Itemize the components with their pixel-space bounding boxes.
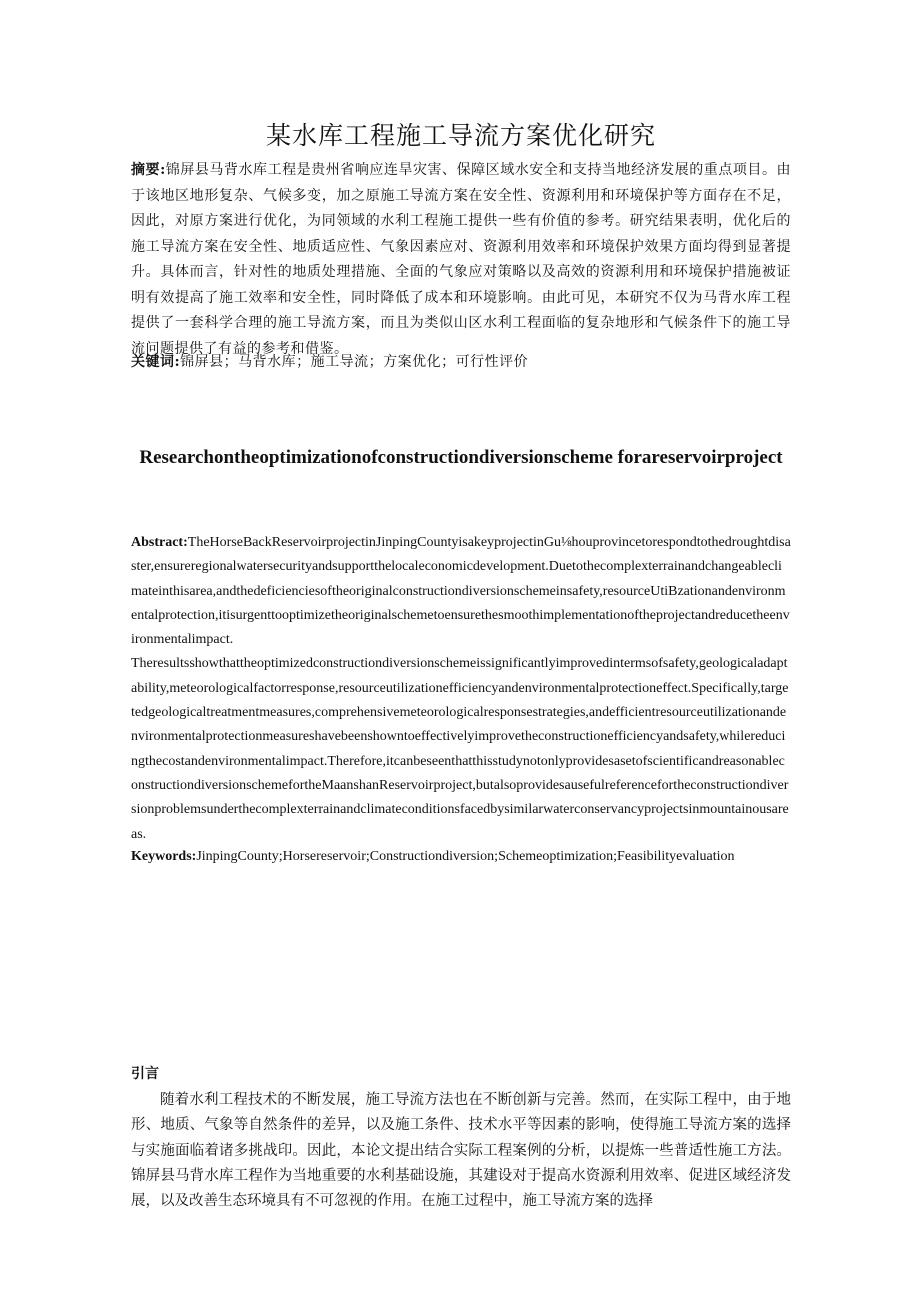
english-abstract: [131, 531, 791, 847]
chinese-abstract: [131, 158, 791, 362]
english-abstract-paragraph: [131, 531, 791, 652]
chinese-abstract-text: 锦屏县马背水库工程是贵州省响应连旱灾害、保障区域水安全和支持当地经济发展的重点项目。由于该地区地形复杂、气候多变，加之原施工导流方案在安全性、资源利用和环境保护等方面存在不足，因此，对原方案进行优化，为同领域的水利工程施工提供一些有价值的参考。研究结果表明，优化后的施工导流方案在安全性、地质适应性、气象因素应对、资源利用效率和环境保护效果方面均得到显著提升。具体而言，针对性的地质处理措施、全面的气象应对策略以及高效的资源利用和环境保护措施被证明有效提高了施工效率和安全性，同时降低了成本和环境影响。由此可见，本研究不仅为马背水库工程提供了一套科学合理的施工导流方案，而且为类似山区水利工程面临的复杂地形和气候条件下的施工导流问题提供了有益的参考和借鉴。: [131, 162, 791, 357]
english-keywords: [131, 845, 791, 869]
english-abstract-text: TheHorseBackReservoirprojectinJinpingCountyisakeyprojectinGu⅛houprovincetorespondtothedroughtdisaster,ensureregionalwatersecurityandsupportthelocaleconomicdevelopment.Duetothecomplexterrainandchangeableclimateinthisarea,andthedeficienciesoftheoriginalconstructiondiversionschemeinsafety,resourceUtiBzationandenvironmentalprotection,itisurgenttooptimizetheoriginalschemetoensurethesmoothimplementationoftheprojectandreducetheenvironmentalimpact.: [131, 535, 791, 648]
english-results-paragraph: Theresultsshowthattheoptimizedconstructiondiversionschemeissignificantlyimprovedintermsofsafety,geologicaladaptability,meteorologicalfactorresponse,resourceutilizationefficiencyandenvironmentalprotectioneffect.Specifically,targetedgeologicaltreatmentmeasures,comprehensivemeteorologicalresponsestrategies,andefficientresourceutilizationandenvironmentalprotectionmeasureshavebeenshowntoeffectivelyimprovetheconstructionefficiencyandsafety,whilereducingthecostandenvironmentalimpact.Therefore,itcanbeseenthatthisstudynotonlyprovidesasetofscientificandreasonableconstructiondiversionschemefortheMaanshanReservoirproject,butalsoprovidesausefulreferencefortheconstructiondiversionproblemsunderthecomplexterrainandclimateconditionsfacedbysimilarwaterconservancyprojectsinmountainousareas.: [131, 656, 789, 842]
english-title: Researchontheoptimizationofconstructiondiversionscheme forareservoirproject: [139, 447, 783, 468]
chinese-title: 某水库工程施工导流方案优化研究: [265, 121, 656, 150]
paper-page: [131, 0, 791, 1301]
chinese-keywords-label: 关键词:: [131, 354, 181, 370]
chinese-keywords-text: 锦屏县；马背水库；施工导流；方案优化；可行性评价: [180, 354, 529, 370]
english-abstract-label: Abstract:: [131, 535, 188, 550]
chinese-keywords: [131, 350, 791, 376]
chinese-abstract-label: 摘要:: [131, 162, 166, 178]
introduction-heading: 引言: [131, 1066, 159, 1082]
english-keywords-label: Keywords:: [131, 849, 197, 864]
english-keywords-text: JinpingCounty;Horsereservoir;Constructiondiversion;Schemeoptimization;Feasibilityevaluation: [196, 849, 735, 864]
introduction-body: 随着水利工程技术的不断发展，施工导流方法也在不断创新与完善。然而，在实际工程中，由于地形、地质、气象等自然条件的差异，以及施工条件、技术水平等因素的影响，使得施工导流方案的选择与实施面临着诸多挑战印。因此，本论文提出结合实际工程案例的分析，以提炼一些普适性施工方法。锦屏县马背水库工程作为当地重要的水利基础设施，其建设对于提高水资源利用效率、促进区域经济发展，以及改善生态环境具有不可忽视的作用。在施工过程中，施工导流方案的选择: [131, 1092, 791, 1210]
